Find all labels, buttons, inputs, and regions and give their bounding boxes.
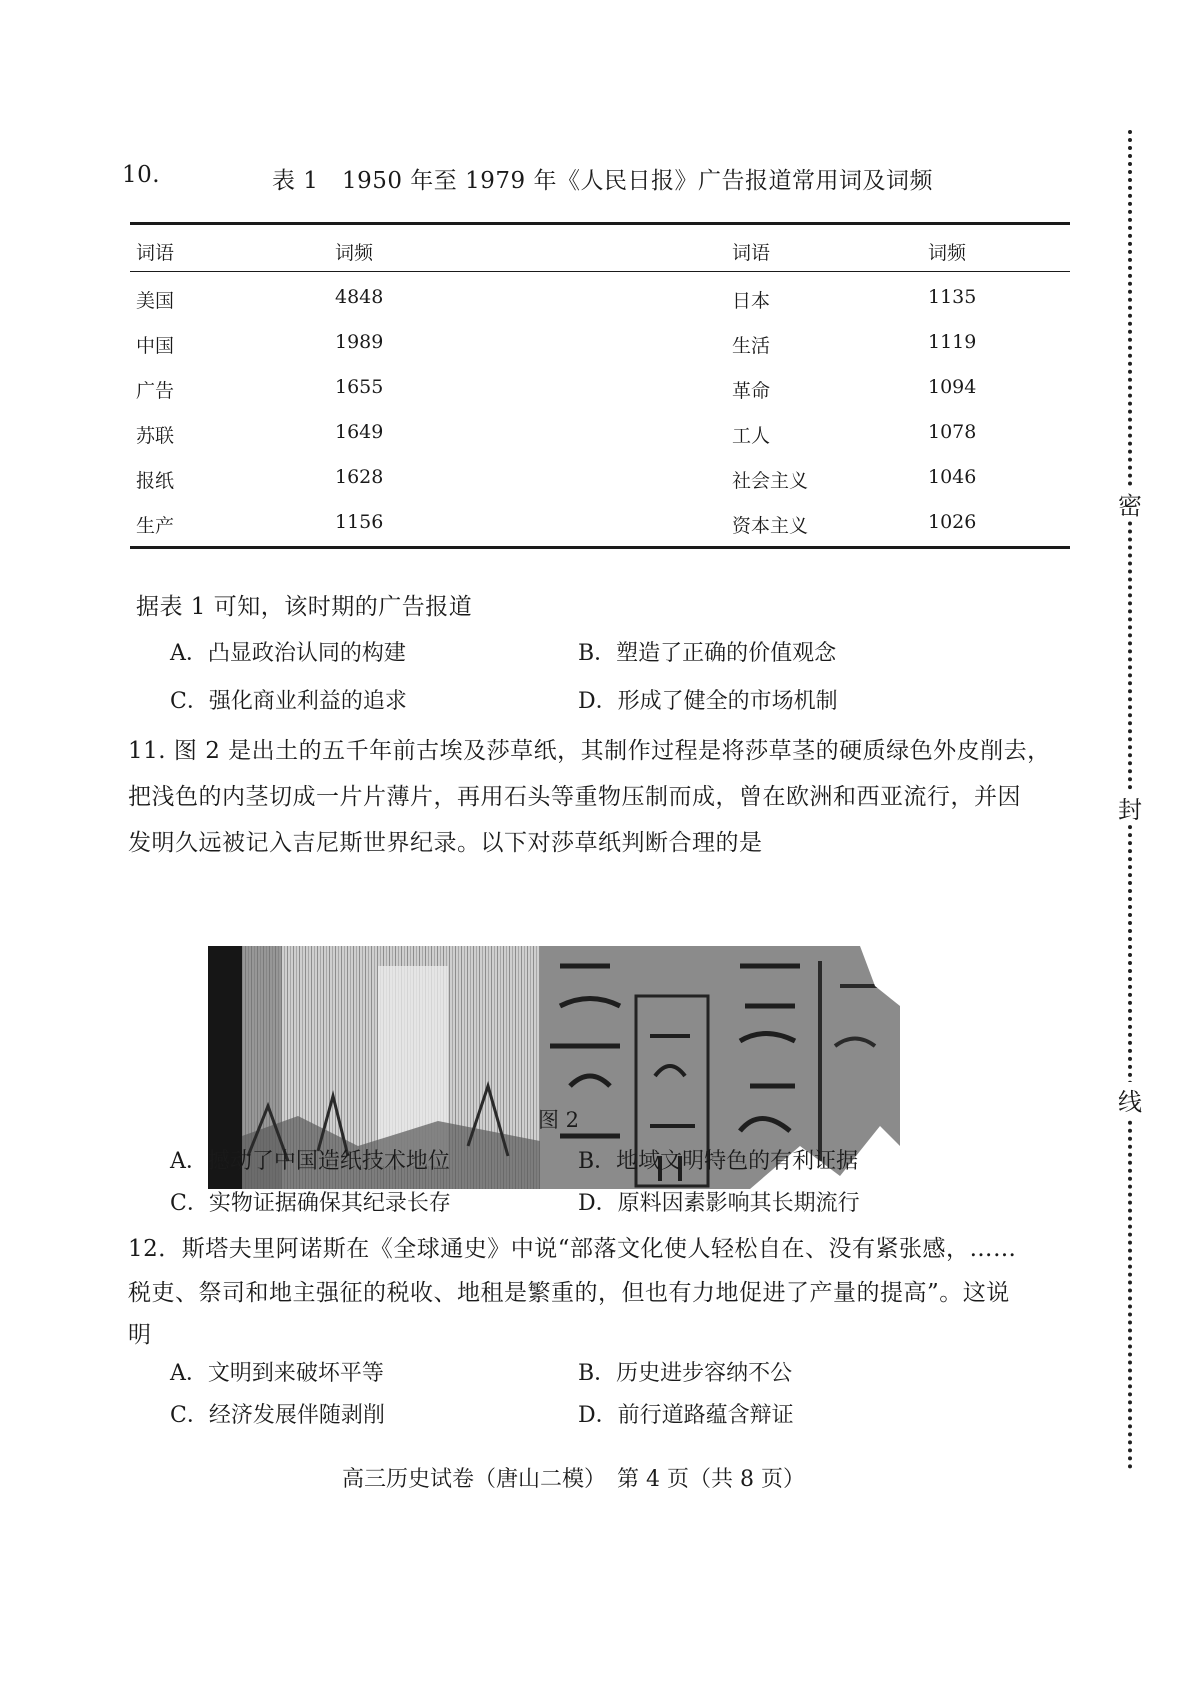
table-cell: 美国	[136, 290, 175, 312]
question-11-line-2: 把浅色的内茎切成一片片薄片，再用石头等重物压制而成，曾在欧洲和西亚流行，并因	[128, 784, 1021, 810]
table-title: 表 1 1950 年至 1979 年《人民日报》广告报道常用词及词频	[272, 168, 933, 194]
table-cell: 1649	[335, 421, 384, 443]
table-top-rule	[130, 222, 1070, 225]
table-cell: 4848	[335, 286, 384, 308]
q10-option-c[interactable]: C．强化商业利益的追求	[170, 689, 407, 714]
side-mark-xian: 线	[1117, 1082, 1143, 1117]
table-cell: 1094	[928, 376, 977, 398]
table-cell: 生产	[136, 515, 175, 537]
table-cell: 1989	[335, 331, 384, 353]
header-freq-2: 词频	[928, 242, 967, 264]
side-mark-feng: 封	[1117, 790, 1143, 825]
question-11-line-1: 11. 图 2 是出土的五千年前古埃及莎草纸，其制作过程是将莎草茎的硬质绿色外皮削去，	[128, 738, 1051, 764]
question-12-line-3: 明	[128, 1322, 152, 1348]
header-word-2: 词语	[732, 242, 771, 264]
table-cell: 日本	[732, 290, 771, 312]
figure-2-caption: 图 2	[538, 1108, 580, 1132]
header-word-1: 词语	[136, 242, 175, 264]
page-footer: 高三历史试卷（唐山二模） 第 4 页（共 8 页）	[342, 1467, 805, 1492]
table-bottom-rule	[130, 546, 1070, 549]
table-cell: 革命	[732, 380, 771, 402]
q12-option-b[interactable]: B．历史进步容纳不公	[578, 1361, 793, 1386]
side-mark-mi: 密	[1117, 486, 1143, 521]
q12-option-a[interactable]: A．文明到来破坏平等	[170, 1361, 384, 1386]
table-cell: 1156	[335, 511, 384, 533]
question-12-line-2: 税吏、祭司和地主强征的税收、地租是繁重的，但也有力地促进了产量的提高”。这说	[128, 1280, 1010, 1306]
q12-option-d[interactable]: D．前行道路蕴含辩证	[578, 1403, 794, 1428]
table-cell: 报纸	[136, 470, 175, 492]
table-cell: 社会主义	[732, 470, 809, 492]
table-cell: 1119	[928, 331, 977, 353]
question-12-line-1: 12．斯塔夫里阿诺斯在《全球通史》中说“部落文化使人轻松自在、没有紧张感，……	[128, 1236, 1017, 1262]
q12-option-c[interactable]: C．经济发展伴随剥削	[170, 1403, 385, 1428]
table-cell: 广告	[136, 380, 175, 402]
q10-option-d[interactable]: D．形成了健全的市场机制	[578, 689, 838, 714]
q11-option-b[interactable]: B．地域文明特色的有利证据	[578, 1149, 859, 1174]
table-cell: 中国	[136, 335, 175, 357]
table-cell: 1628	[335, 466, 384, 488]
table-cell: 1135	[928, 286, 977, 308]
question-10-stem: 据表 1 可知，该时期的广告报道	[136, 594, 473, 620]
q11-option-a[interactable]: A．撼动了中国造纸技术地位	[170, 1149, 450, 1174]
table-cell: 1655	[335, 376, 384, 398]
question-10-number: 10.	[122, 162, 161, 188]
table-cell: 1046	[928, 466, 977, 488]
table-cell: 工人	[732, 425, 771, 447]
table-cell: 生活	[732, 335, 771, 357]
table-cell: 1026	[928, 511, 977, 533]
q10-option-a[interactable]: A．凸显政治认同的构建	[170, 641, 406, 666]
header-freq-1: 词频	[335, 242, 374, 264]
q10-option-b[interactable]: B．塑造了正确的价值观念	[578, 641, 837, 666]
q11-option-d[interactable]: D．原料因素影响其长期流行	[578, 1191, 860, 1216]
table-cell: 1078	[928, 421, 977, 443]
table-header-rule	[130, 271, 1070, 272]
table-cell: 苏联	[136, 425, 175, 447]
question-11-line-3: 发明久远被记入吉尼斯世界纪录。以下对莎草纸判断合理的是	[128, 830, 763, 856]
q11-option-c[interactable]: C．实物证据确保其纪录长存	[170, 1191, 451, 1216]
table-cell: 资本主义	[732, 515, 809, 537]
